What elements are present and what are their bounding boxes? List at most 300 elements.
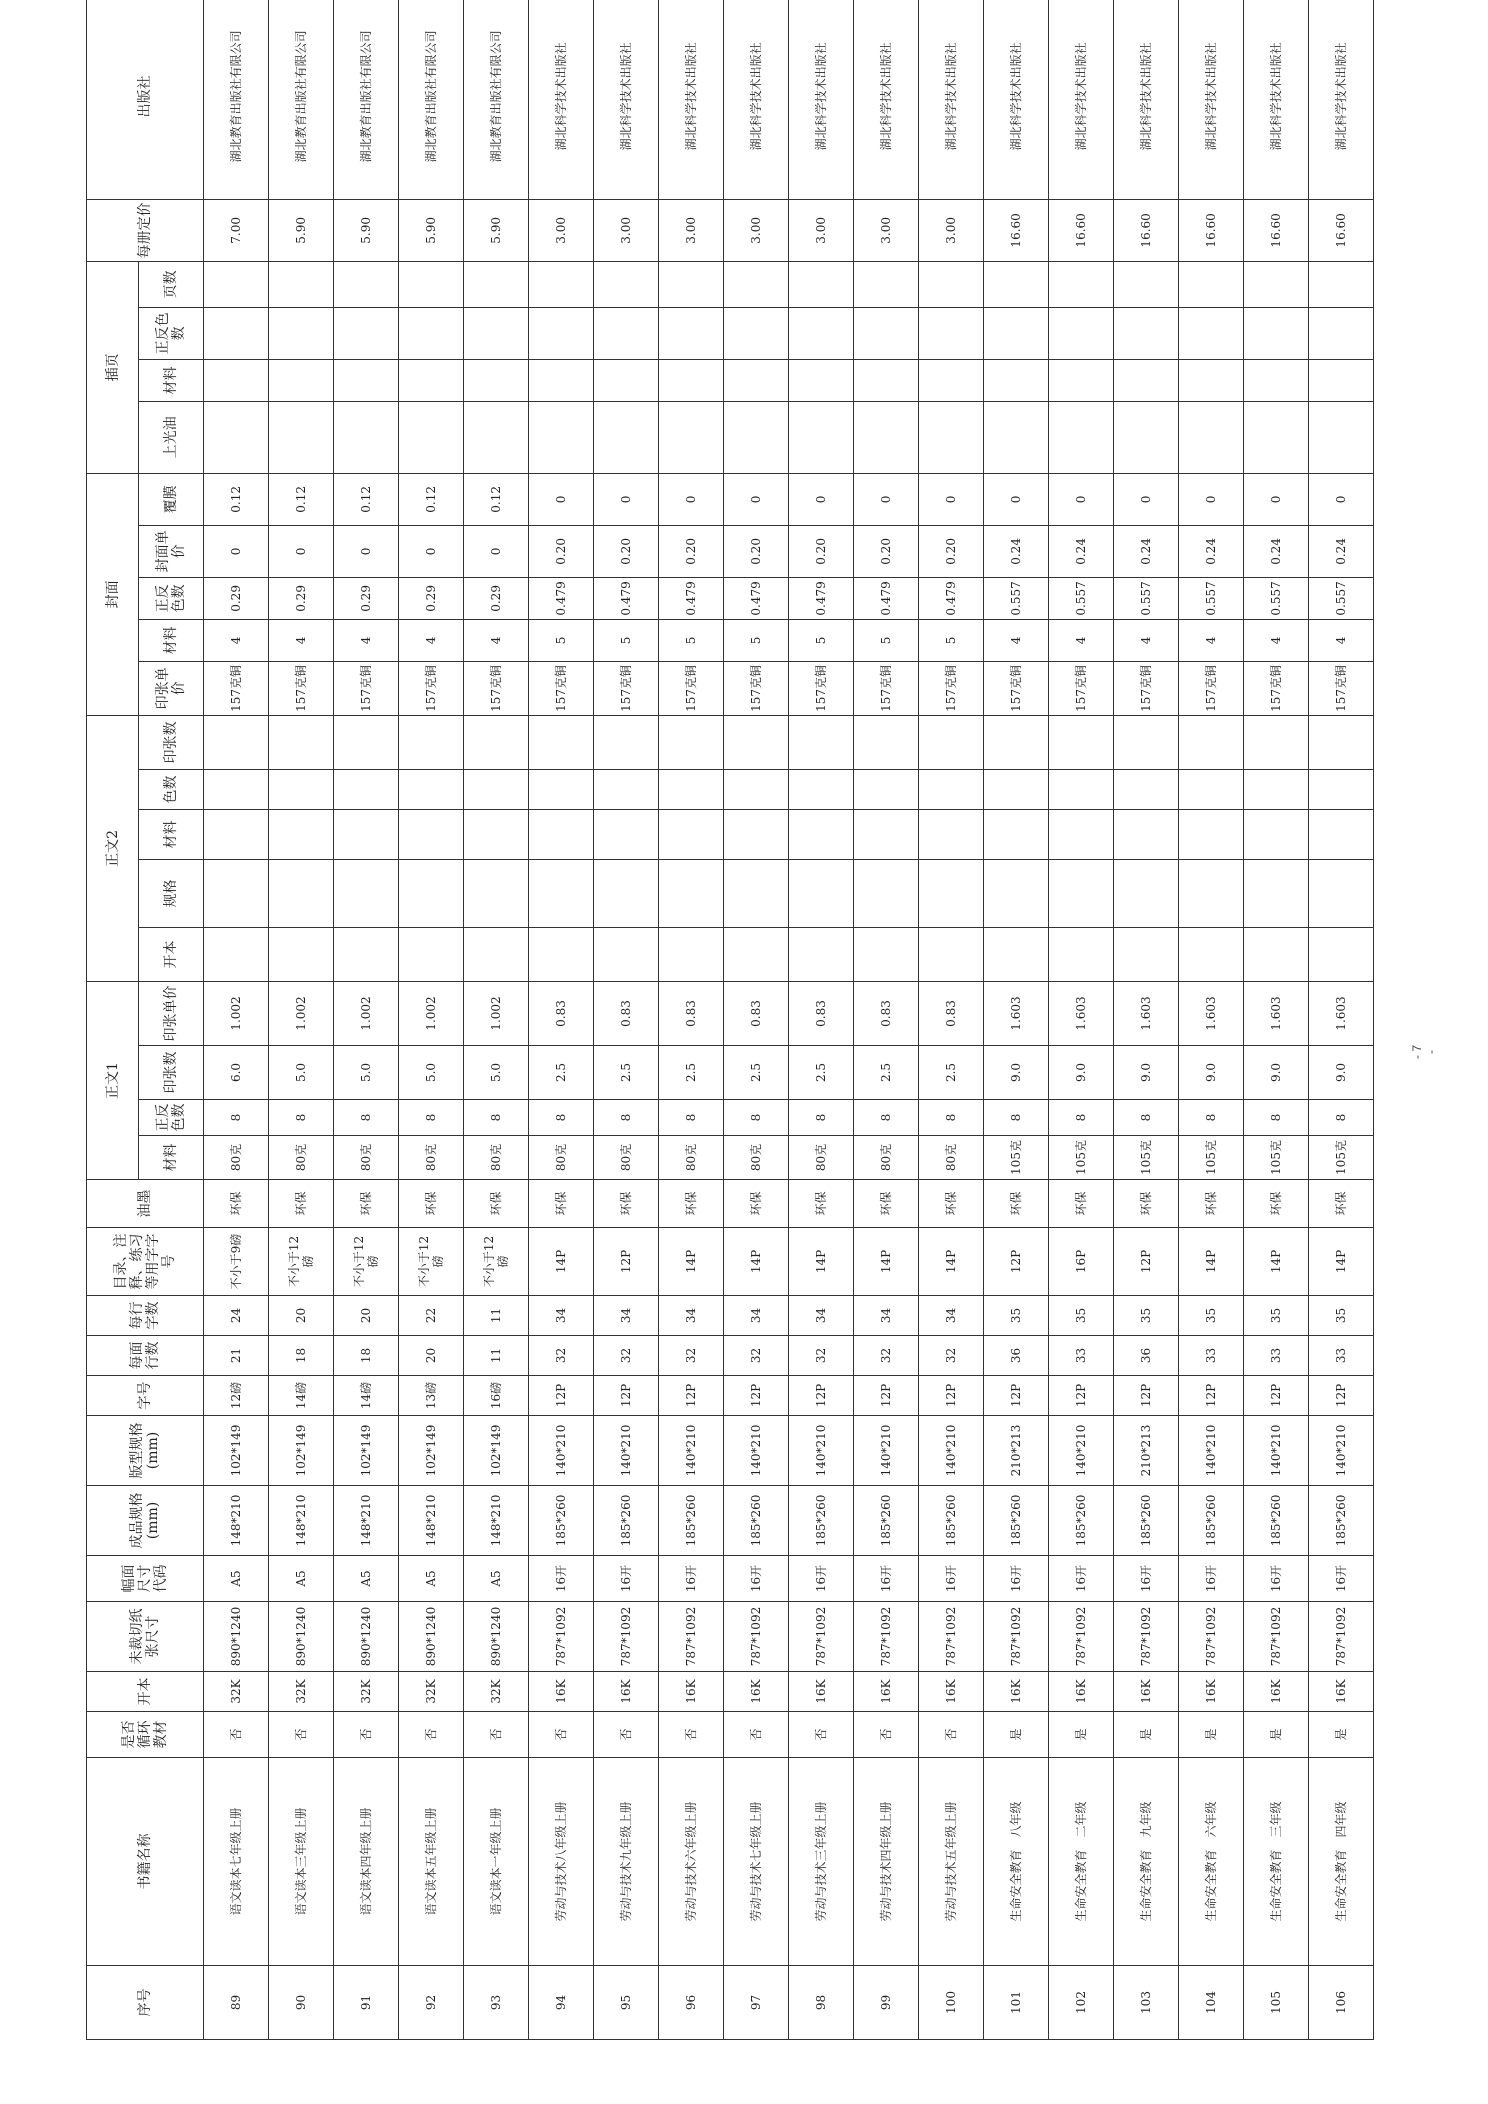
cell-empty bbox=[399, 307, 464, 359]
table-row bbox=[269, 0, 334, 2040]
cell-format: 32K bbox=[269, 1672, 334, 1712]
cell-title: 生命安全教育 二年级 bbox=[1049, 1758, 1114, 1966]
table-row bbox=[529, 0, 594, 2040]
cell-format: 16K bbox=[529, 1672, 594, 1712]
cell-b1-material: 80克 bbox=[334, 1136, 399, 1180]
cell-format: 32K bbox=[399, 1672, 464, 1712]
cell-price: 16.60 bbox=[1309, 199, 1374, 261]
cell-chars: 22 bbox=[399, 1296, 464, 1336]
cell-c-colors: 4 bbox=[1114, 619, 1179, 661]
cell-publisher: 湖北教育出版社有限公司 bbox=[269, 0, 334, 199]
cell-empty bbox=[594, 769, 659, 809]
cell-empty bbox=[1244, 715, 1309, 769]
cell-empty bbox=[204, 359, 269, 401]
cell-empty bbox=[919, 769, 984, 809]
cell-empty bbox=[1309, 715, 1374, 769]
cell-c-film: 0.20 bbox=[529, 525, 594, 577]
cell-empty bbox=[399, 769, 464, 809]
cell-empty bbox=[204, 307, 269, 359]
cell-b1-price: 1.603 bbox=[1309, 981, 1374, 1045]
cell-empty bbox=[789, 359, 854, 401]
cell-empty bbox=[854, 261, 919, 307]
table-row bbox=[399, 0, 464, 2040]
cell-c-film: 0.20 bbox=[724, 525, 789, 577]
cell-c-film: 0 bbox=[464, 525, 529, 577]
cell-price: 3.00 bbox=[789, 199, 854, 261]
cell-publisher: 湖北科学技术出版社 bbox=[529, 0, 594, 199]
cell-b1-price: 1.002 bbox=[464, 981, 529, 1045]
cell-type-area: 140*210 bbox=[659, 1416, 724, 1486]
cell-empty bbox=[594, 859, 659, 927]
cell-price: 5.90 bbox=[464, 199, 529, 261]
cell-c-colors: 4 bbox=[464, 619, 529, 661]
cell-format: 16K bbox=[724, 1672, 789, 1712]
cell-c-price: 0.557 bbox=[1244, 577, 1309, 619]
cell-trim: 185*260 bbox=[1309, 1486, 1374, 1556]
cell-recycle: 否 bbox=[659, 1712, 724, 1758]
cell-b1-price: 1.002 bbox=[334, 981, 399, 1045]
cell-ink: 环保 bbox=[919, 1180, 984, 1228]
cell-price: 3.00 bbox=[854, 199, 919, 261]
col-header: 每册定价 bbox=[87, 199, 204, 261]
cell-publisher: 湖北科学技术出版社 bbox=[1114, 0, 1179, 199]
cell-empty bbox=[464, 261, 529, 307]
cell-empty bbox=[529, 769, 594, 809]
cell-size-code: 16开 bbox=[594, 1556, 659, 1602]
cell-b1-price: 0.83 bbox=[594, 981, 659, 1045]
cell-empty bbox=[659, 927, 724, 981]
cell-title: 语文读本一年级上册 bbox=[464, 1758, 529, 1966]
cell-empty bbox=[464, 809, 529, 859]
cell-empty bbox=[399, 401, 464, 473]
cell-seq: 95 bbox=[594, 1966, 659, 2040]
cell-c-colors: 4 bbox=[984, 619, 1049, 661]
cell-empty bbox=[1309, 769, 1374, 809]
cell-b1-price: 1.603 bbox=[984, 981, 1049, 1045]
cell-b1-colors: 8 bbox=[919, 1100, 984, 1136]
cell-chars: 11 bbox=[464, 1296, 529, 1336]
cell-b1-price: 1.603 bbox=[1114, 981, 1179, 1045]
cell-empty bbox=[1179, 769, 1244, 809]
cell-c-film: 0.24 bbox=[1179, 525, 1244, 577]
cell-paper: 787*1092 bbox=[1049, 1602, 1114, 1672]
cell-empty bbox=[1244, 809, 1309, 859]
cell-c-price: 0.29 bbox=[204, 577, 269, 619]
cell-empty bbox=[594, 359, 659, 401]
cell-toc-font: 12P bbox=[984, 1228, 1049, 1296]
sub-header: 材料 bbox=[139, 359, 204, 401]
cell-publisher: 湖北科学技术出版社 bbox=[594, 0, 659, 199]
cell-font-size: 12P bbox=[1049, 1376, 1114, 1416]
cell-c-price: 0.557 bbox=[1179, 577, 1244, 619]
cell-type-area: 140*210 bbox=[919, 1416, 984, 1486]
cell-b1-material: 80克 bbox=[659, 1136, 724, 1180]
cell-b1-sheets: 9.0 bbox=[1179, 1046, 1244, 1100]
cell-lines: 36 bbox=[1114, 1336, 1179, 1376]
cell-c-colors: 4 bbox=[1049, 619, 1114, 661]
cell-empty bbox=[399, 715, 464, 769]
cell-b1-sheets: 5.0 bbox=[334, 1046, 399, 1100]
cell-c-varnish: 0 bbox=[529, 473, 594, 525]
cell-seq: 99 bbox=[854, 1966, 919, 2040]
cell-c-varnish: 0.12 bbox=[334, 473, 399, 525]
cell-empty bbox=[1309, 809, 1374, 859]
table-row bbox=[334, 0, 399, 2040]
cell-empty bbox=[724, 715, 789, 769]
cell-empty bbox=[1179, 715, 1244, 769]
cell-empty bbox=[334, 809, 399, 859]
cell-empty bbox=[269, 261, 334, 307]
cell-b1-sheets: 2.5 bbox=[594, 1046, 659, 1100]
cell-c-colors: 5 bbox=[594, 619, 659, 661]
cell-empty bbox=[334, 859, 399, 927]
cell-empty bbox=[984, 809, 1049, 859]
sub-header: 封面单价 bbox=[139, 525, 204, 577]
cell-empty bbox=[919, 927, 984, 981]
cell-price: 16.60 bbox=[984, 199, 1049, 261]
cell-b1-material: 80克 bbox=[269, 1136, 334, 1180]
cell-seq: 92 bbox=[399, 1966, 464, 2040]
cell-trim: 185*260 bbox=[1114, 1486, 1179, 1556]
cell-price: 5.90 bbox=[334, 199, 399, 261]
cell-type-area: 140*210 bbox=[594, 1416, 659, 1486]
cell-trim: 185*260 bbox=[529, 1486, 594, 1556]
cell-seq: 91 bbox=[334, 1966, 399, 2040]
cell-price: 3.00 bbox=[724, 199, 789, 261]
cell-size-code: 16开 bbox=[659, 1556, 724, 1602]
cell-font-size: 12P bbox=[659, 1376, 724, 1416]
cell-title: 语文读本五年级上册 bbox=[399, 1758, 464, 1966]
cell-price: 3.00 bbox=[529, 199, 594, 261]
cell-empty bbox=[594, 809, 659, 859]
cell-paper: 890*1240 bbox=[334, 1602, 399, 1672]
cell-b1-price: 0.83 bbox=[659, 981, 724, 1045]
cell-empty bbox=[659, 307, 724, 359]
cell-empty bbox=[1114, 769, 1179, 809]
cell-empty bbox=[724, 261, 789, 307]
cell-format: 16K bbox=[1179, 1672, 1244, 1712]
cell-b1-material: 80克 bbox=[724, 1136, 789, 1180]
cell-ink: 环保 bbox=[789, 1180, 854, 1228]
cell-paper: 890*1240 bbox=[399, 1602, 464, 1672]
cell-c-colors: 4 bbox=[1309, 619, 1374, 661]
cell-c-film: 0.24 bbox=[1114, 525, 1179, 577]
cell-empty bbox=[464, 401, 529, 473]
cell-publisher: 湖北科学技术出版社 bbox=[724, 0, 789, 199]
cell-c-film: 0 bbox=[334, 525, 399, 577]
cell-empty bbox=[334, 715, 399, 769]
cell-b1-material: 80克 bbox=[204, 1136, 269, 1180]
cell-b1-material: 80克 bbox=[529, 1136, 594, 1180]
cell-b1-material: 105克 bbox=[1179, 1136, 1244, 1180]
cell-type-area: 102*149 bbox=[464, 1416, 529, 1486]
cell-recycle: 否 bbox=[464, 1712, 529, 1758]
cell-empty bbox=[269, 715, 334, 769]
cell-title: 生命安全教育 三年级 bbox=[1244, 1758, 1309, 1966]
cell-chars: 34 bbox=[854, 1296, 919, 1336]
cell-b1-price: 1.002 bbox=[269, 981, 334, 1045]
cell-b1-sheets: 6.0 bbox=[204, 1046, 269, 1100]
cell-c-varnish: 0.12 bbox=[204, 473, 269, 525]
cell-type-area: 140*210 bbox=[529, 1416, 594, 1486]
cell-b1-colors: 8 bbox=[789, 1100, 854, 1136]
cell-empty bbox=[1244, 769, 1309, 809]
cell-price: 7.00 bbox=[204, 199, 269, 261]
cell-publisher: 湖北教育出版社有限公司 bbox=[204, 0, 269, 199]
cell-b1-colors: 8 bbox=[659, 1100, 724, 1136]
cell-chars: 35 bbox=[1049, 1296, 1114, 1336]
cell-c-varnish: 0.12 bbox=[399, 473, 464, 525]
cell-recycle: 否 bbox=[854, 1712, 919, 1758]
cell-empty bbox=[464, 715, 529, 769]
cell-empty bbox=[1309, 859, 1374, 927]
cell-empty bbox=[984, 359, 1049, 401]
cell-seq: 104 bbox=[1179, 1966, 1244, 2040]
cell-c-price: 0.29 bbox=[399, 577, 464, 619]
cell-empty bbox=[1049, 715, 1114, 769]
cell-format: 32K bbox=[204, 1672, 269, 1712]
cell-price: 3.00 bbox=[594, 199, 659, 261]
cell-toc-font: 14P bbox=[1244, 1228, 1309, 1296]
cell-c-material: 157克铜 bbox=[1244, 661, 1309, 715]
cell-trim: 148*210 bbox=[269, 1486, 334, 1556]
cell-b1-colors: 8 bbox=[1309, 1100, 1374, 1136]
cell-trim: 185*260 bbox=[1179, 1486, 1244, 1556]
cell-empty bbox=[594, 307, 659, 359]
cell-paper: 787*1092 bbox=[1114, 1602, 1179, 1672]
cell-b1-sheets: 5.0 bbox=[464, 1046, 529, 1100]
cell-lines: 33 bbox=[1179, 1336, 1244, 1376]
page-number: - 7 - bbox=[1410, 1045, 1438, 1060]
cell-empty bbox=[1179, 859, 1244, 927]
cell-empty bbox=[724, 359, 789, 401]
cell-empty bbox=[724, 307, 789, 359]
cell-title: 劳动与技术六年级上册 bbox=[659, 1758, 724, 1966]
cell-recycle: 是 bbox=[1179, 1712, 1244, 1758]
cell-c-price: 0.479 bbox=[789, 577, 854, 619]
cell-empty bbox=[919, 859, 984, 927]
cell-seq: 103 bbox=[1114, 1966, 1179, 2040]
cell-empty bbox=[659, 261, 724, 307]
sub-header: 正反色数 bbox=[139, 307, 204, 359]
cell-b1-price: 1.603 bbox=[1049, 981, 1114, 1045]
cell-b1-colors: 8 bbox=[594, 1100, 659, 1136]
cell-empty bbox=[984, 927, 1049, 981]
cell-recycle: 是 bbox=[1114, 1712, 1179, 1758]
cell-trim: 185*260 bbox=[919, 1486, 984, 1556]
cell-chars: 20 bbox=[269, 1296, 334, 1336]
cell-toc-font: 14P bbox=[854, 1228, 919, 1296]
cell-empty bbox=[594, 715, 659, 769]
cell-empty bbox=[529, 859, 594, 927]
cell-price: 5.90 bbox=[399, 199, 464, 261]
cell-c-varnish: 0 bbox=[1114, 473, 1179, 525]
cell-chars: 34 bbox=[659, 1296, 724, 1336]
cell-type-area: 140*210 bbox=[1309, 1416, 1374, 1486]
cell-price: 3.00 bbox=[659, 199, 724, 261]
cell-empty bbox=[1244, 927, 1309, 981]
cell-trim: 185*260 bbox=[789, 1486, 854, 1556]
cell-empty bbox=[1179, 261, 1244, 307]
cell-toc-font: 14P bbox=[1179, 1228, 1244, 1296]
cell-c-colors: 5 bbox=[529, 619, 594, 661]
cell-title: 劳动与技术三年级上册 bbox=[789, 1758, 854, 1966]
group-header-body1: 正文1 bbox=[87, 981, 139, 1179]
cell-paper: 787*1092 bbox=[659, 1602, 724, 1672]
cell-publisher: 湖北科学技术出版社 bbox=[1179, 0, 1244, 199]
cell-c-varnish: 0 bbox=[594, 473, 659, 525]
cell-empty bbox=[1179, 809, 1244, 859]
cell-c-film: 0.20 bbox=[594, 525, 659, 577]
cell-type-area: 102*149 bbox=[269, 1416, 334, 1486]
cell-size-code: 16开 bbox=[919, 1556, 984, 1602]
cell-b1-colors: 8 bbox=[269, 1100, 334, 1136]
cell-font-size: 16磅 bbox=[464, 1376, 529, 1416]
cell-c-price: 0.557 bbox=[1309, 577, 1374, 619]
cell-c-price: 0.29 bbox=[269, 577, 334, 619]
col-header: 每面行数 bbox=[87, 1336, 204, 1376]
cell-c-film: 0.20 bbox=[789, 525, 854, 577]
cell-type-area: 140*210 bbox=[724, 1416, 789, 1486]
cell-b1-material: 105克 bbox=[1114, 1136, 1179, 1180]
cell-toc-font: 14P bbox=[659, 1228, 724, 1296]
cell-c-colors: 4 bbox=[204, 619, 269, 661]
cell-type-area: 210*213 bbox=[984, 1416, 1049, 1486]
cell-empty bbox=[789, 401, 854, 473]
cell-c-material: 157克铜 bbox=[724, 661, 789, 715]
cell-lines: 33 bbox=[1244, 1336, 1309, 1376]
cell-empty bbox=[984, 261, 1049, 307]
cell-title: 劳动与技术五年级上册 bbox=[919, 1758, 984, 1966]
cell-type-area: 140*210 bbox=[854, 1416, 919, 1486]
cell-empty bbox=[399, 261, 464, 307]
cell-empty bbox=[1179, 401, 1244, 473]
cell-ink: 环保 bbox=[984, 1180, 1049, 1228]
cell-empty bbox=[529, 809, 594, 859]
cell-seq: 90 bbox=[269, 1966, 334, 2040]
cell-lines: 18 bbox=[269, 1336, 334, 1376]
cell-empty bbox=[204, 769, 269, 809]
cell-toc-font: 16P bbox=[1049, 1228, 1114, 1296]
cell-seq: 98 bbox=[789, 1966, 854, 2040]
cell-b1-price: 0.83 bbox=[789, 981, 854, 1045]
cell-paper: 787*1092 bbox=[594, 1602, 659, 1672]
cell-empty bbox=[529, 927, 594, 981]
cell-b1-colors: 8 bbox=[529, 1100, 594, 1136]
cell-empty bbox=[789, 769, 854, 809]
cell-c-price: 0.479 bbox=[854, 577, 919, 619]
cell-type-area: 102*149 bbox=[204, 1416, 269, 1486]
cell-b1-material: 80克 bbox=[919, 1136, 984, 1180]
cell-title: 语文读本四年级上册 bbox=[334, 1758, 399, 1966]
cell-b1-sheets: 5.0 bbox=[399, 1046, 464, 1100]
table-row bbox=[919, 0, 984, 2040]
cell-empty bbox=[269, 809, 334, 859]
cell-empty bbox=[204, 927, 269, 981]
cell-empty bbox=[919, 809, 984, 859]
cell-b1-colors: 8 bbox=[1114, 1100, 1179, 1136]
cell-empty bbox=[1114, 401, 1179, 473]
cell-trim: 148*210 bbox=[399, 1486, 464, 1556]
cell-empty bbox=[269, 359, 334, 401]
table-row bbox=[204, 0, 269, 2040]
cell-recycle: 是 bbox=[1244, 1712, 1309, 1758]
cell-empty bbox=[1309, 307, 1374, 359]
cell-lines: 32 bbox=[724, 1336, 789, 1376]
cell-b1-sheets: 2.5 bbox=[529, 1046, 594, 1100]
cell-trim: 148*210 bbox=[464, 1486, 529, 1556]
cell-empty bbox=[1244, 359, 1309, 401]
cell-c-film: 0.20 bbox=[659, 525, 724, 577]
cell-empty bbox=[1114, 927, 1179, 981]
sub-header: 页数 bbox=[139, 261, 204, 307]
cell-type-area: 140*210 bbox=[789, 1416, 854, 1486]
cell-lines: 33 bbox=[1309, 1336, 1374, 1376]
cell-title: 生命安全教育 九年级 bbox=[1114, 1758, 1179, 1966]
cell-b1-sheets: 9.0 bbox=[1244, 1046, 1309, 1100]
cell-c-price: 0.29 bbox=[464, 577, 529, 619]
cell-c-material: 157克铜 bbox=[659, 661, 724, 715]
cell-empty bbox=[1244, 859, 1309, 927]
cell-empty bbox=[334, 307, 399, 359]
cell-b1-sheets: 2.5 bbox=[789, 1046, 854, 1100]
textbook-spec-table bbox=[86, 0, 1374, 2040]
cell-size-code: 16开 bbox=[854, 1556, 919, 1602]
cell-font-size: 12P bbox=[919, 1376, 984, 1416]
cell-c-film: 0 bbox=[204, 525, 269, 577]
cell-size-code: A5 bbox=[269, 1556, 334, 1602]
cell-type-area: 140*210 bbox=[1049, 1416, 1114, 1486]
cell-c-varnish: 0 bbox=[659, 473, 724, 525]
cell-price: 16.60 bbox=[1179, 199, 1244, 261]
cell-empty bbox=[1244, 261, 1309, 307]
cell-lines: 11 bbox=[464, 1336, 529, 1376]
col-header: 开本 bbox=[87, 1672, 204, 1712]
cell-empty bbox=[1244, 401, 1309, 473]
cell-empty bbox=[1049, 859, 1114, 927]
cell-c-film: 0 bbox=[399, 525, 464, 577]
cell-publisher: 湖北科学技术出版社 bbox=[659, 0, 724, 199]
cell-empty bbox=[334, 261, 399, 307]
cell-empty bbox=[789, 809, 854, 859]
group-header-insert: 插页 bbox=[87, 261, 139, 473]
cell-seq: 101 bbox=[984, 1966, 1049, 2040]
cell-lines: 32 bbox=[529, 1336, 594, 1376]
cell-recycle: 否 bbox=[919, 1712, 984, 1758]
cell-recycle: 否 bbox=[399, 1712, 464, 1758]
cell-lines: 18 bbox=[334, 1336, 399, 1376]
cell-empty bbox=[1309, 261, 1374, 307]
cell-size-code: 16开 bbox=[984, 1556, 1049, 1602]
cell-size-code: 16开 bbox=[789, 1556, 854, 1602]
table-row bbox=[1114, 0, 1179, 2040]
cell-paper: 787*1092 bbox=[724, 1602, 789, 1672]
cell-b1-sheets: 2.5 bbox=[659, 1046, 724, 1100]
cell-c-material: 157克铜 bbox=[594, 661, 659, 715]
cell-publisher: 湖北科学技术出版社 bbox=[789, 0, 854, 199]
cell-empty bbox=[659, 859, 724, 927]
cell-c-material: 157克铜 bbox=[789, 661, 854, 715]
cell-publisher: 湖北科学技术出版社 bbox=[1244, 0, 1309, 199]
cell-type-area: 210*213 bbox=[1114, 1416, 1179, 1486]
cell-publisher: 湖北科学技术出版社 bbox=[919, 0, 984, 199]
cell-seq: 96 bbox=[659, 1966, 724, 2040]
cell-seq: 89 bbox=[204, 1966, 269, 2040]
cell-empty bbox=[399, 359, 464, 401]
cell-size-code: 16开 bbox=[1244, 1556, 1309, 1602]
cell-ink: 环保 bbox=[1244, 1180, 1309, 1228]
cell-empty bbox=[269, 769, 334, 809]
